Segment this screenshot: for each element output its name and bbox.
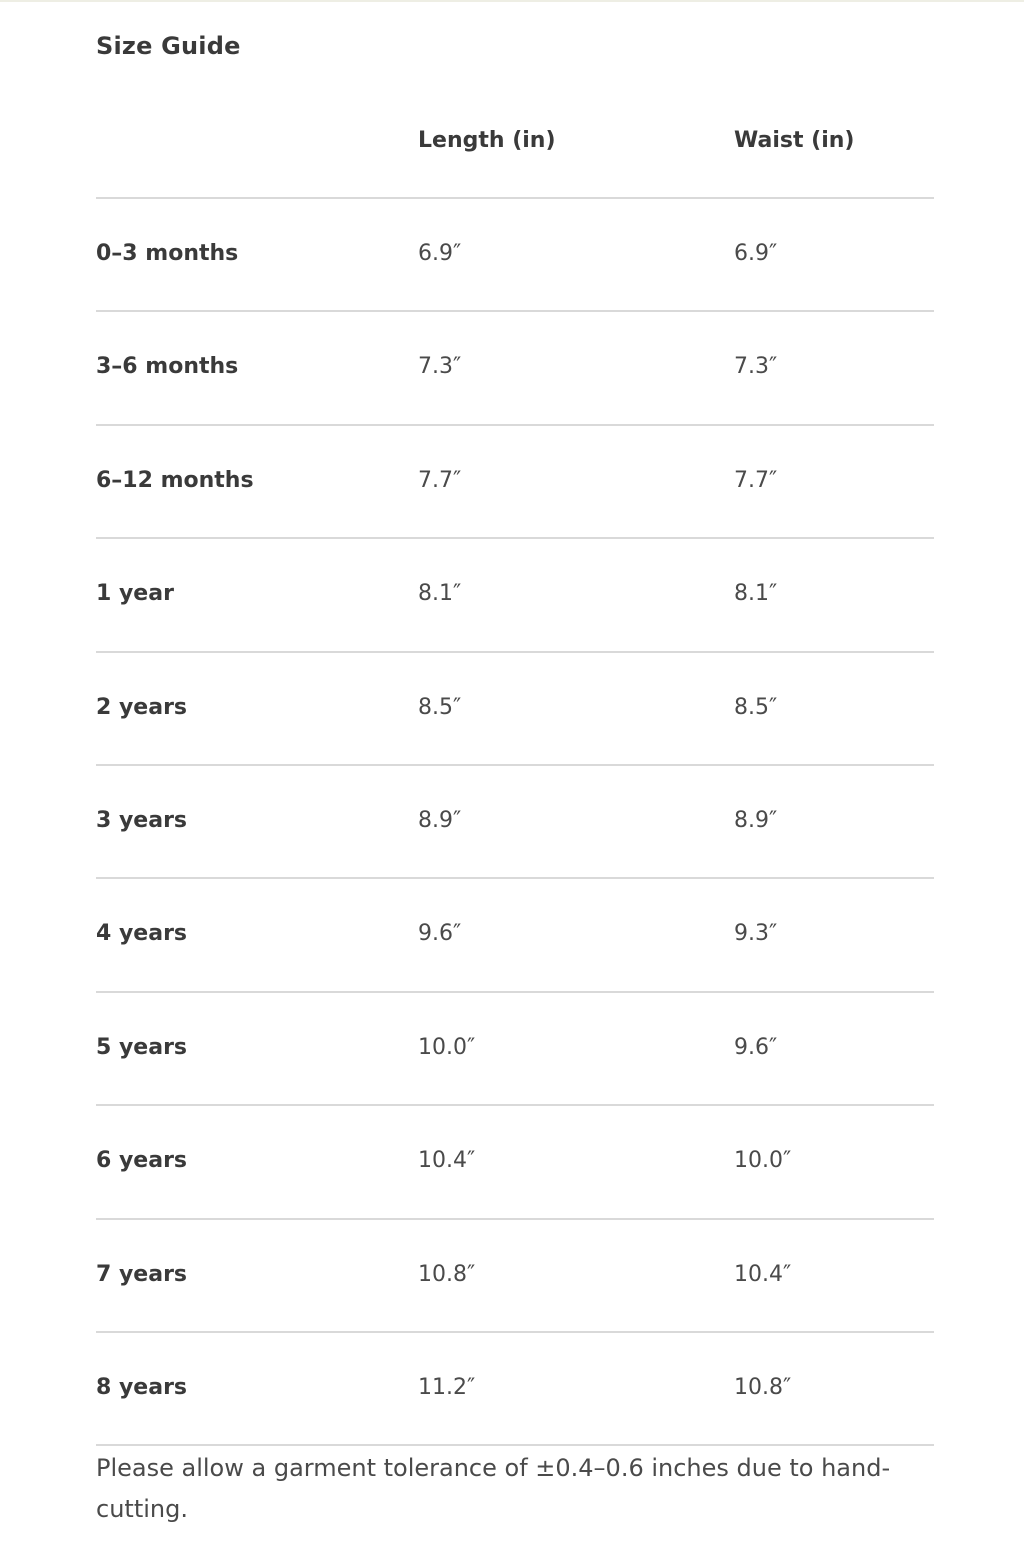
length-value: 7.7″ <box>418 467 462 493</box>
table-row <box>96 879 934 992</box>
waist-value: 10.0″ <box>734 1148 792 1174</box>
table-row <box>96 426 934 539</box>
table-row <box>96 993 934 1106</box>
size-label: 0–3 months <box>96 241 239 266</box>
table-row <box>96 1106 934 1219</box>
table-row <box>96 1333 934 1446</box>
page-title: Size Guide <box>96 32 241 60</box>
length-value: 10.0″ <box>418 1034 476 1060</box>
header-length: Length (in) <box>418 128 556 153</box>
table-header <box>96 86 934 199</box>
waist-value: 8.1″ <box>734 581 778 607</box>
length-value: 9.6″ <box>418 921 462 947</box>
table-row <box>96 199 934 312</box>
size-table <box>96 86 934 1446</box>
size-label: 3 years <box>96 807 188 833</box>
size-label: 7 years <box>96 1261 188 1287</box>
size-label: 5 years <box>96 1034 188 1060</box>
table-row <box>96 539 934 652</box>
length-value: 8.5″ <box>418 694 462 720</box>
size-label: 2 years <box>96 694 188 720</box>
waist-value: 6.9″ <box>734 241 778 266</box>
table-row <box>96 653 934 766</box>
length-value: 10.4″ <box>418 1148 476 1174</box>
size-label: 1 year <box>96 581 174 607</box>
waist-value: 7.7″ <box>734 467 778 493</box>
waist-value: 8.9″ <box>734 807 778 833</box>
waist-value: 10.4″ <box>734 1261 792 1287</box>
length-value: 10.8″ <box>418 1261 476 1287</box>
waist-value: 9.6″ <box>734 1034 778 1060</box>
size-label: 6–12 months <box>96 467 254 493</box>
waist-value: 9.3″ <box>734 921 778 947</box>
table-row <box>96 766 934 879</box>
length-value: 8.9″ <box>418 807 462 833</box>
waist-value: 10.8″ <box>734 1374 792 1400</box>
size-label: 3–6 months <box>96 354 239 380</box>
header-waist: Waist (in) <box>734 128 855 153</box>
length-value: 11.2″ <box>418 1374 476 1400</box>
length-value: 6.9″ <box>418 241 462 266</box>
size-label: 4 years <box>96 921 188 947</box>
table-row <box>96 312 934 425</box>
tolerance-note: Please allow a garment tolerance of ±0.4–0.6 inches due to hand-cutting. <box>96 1454 891 1523</box>
size-label: 6 years <box>96 1148 188 1174</box>
length-value: 7.3″ <box>418 354 462 380</box>
size-label: 8 years <box>96 1374 188 1400</box>
waist-value: 7.3″ <box>734 354 778 380</box>
table-row <box>96 1220 934 1333</box>
length-value: 8.1″ <box>418 581 462 607</box>
waist-value: 8.5″ <box>734 694 778 720</box>
top-divider <box>0 0 1024 2</box>
